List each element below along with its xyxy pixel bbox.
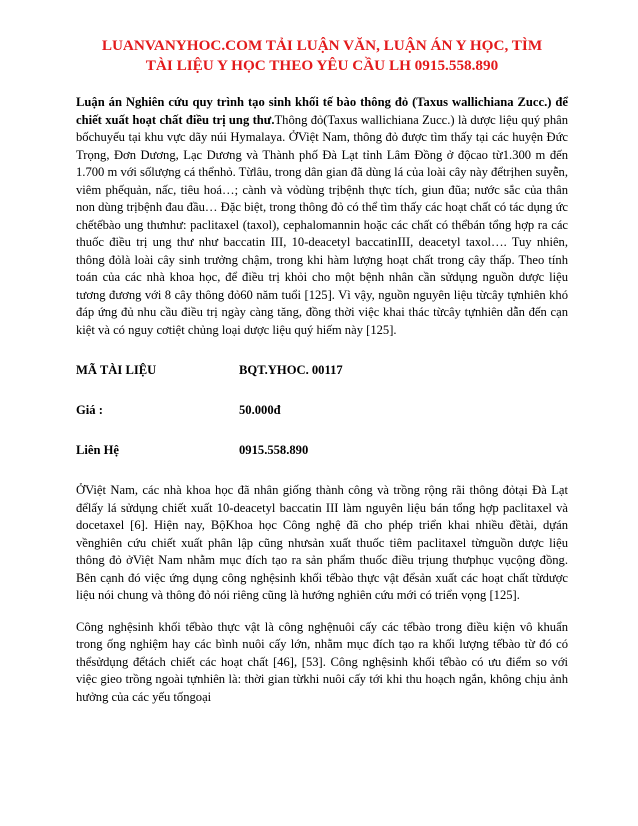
code-value: BQT.YHOC. 00117: [239, 363, 343, 377]
body-paragraph-2: ỞViệt Nam, các nhà khoa học đã nhân giống thành công và trồng rộng rãi thông đỏtại Đà Lạt đểlấy lá sửdụng chiết xuất 10-deacetyl baccatin III làm nguyên liệu bán tổng hợp paclitaxel và docetaxel [6]. Hiện nay, BộKhoa học Công nghệ đã cho phép triển khai nhiều đềtài, dựán vềnghiên cứu chiết xuất phân lập cũng nhưsản xuất thuốc tiêm paclitaxel từnguồn dược liệu thông đỏ ởViệt Nam nhằm mục đích tạo ra sản phẩm thuốc điều trịung thưphục vụcộng đồng. Bên cạnh đó việc ứng dụng công nghệsinh khối tếbào thực vật đểsản xuất các hoạt chất từdược liệu nói chung và thông đỏ nói riêng cũng là hướng nghiên cứu mới có triển vọng [125].: [76, 483, 568, 602]
thesis-title: Luận án Nghiên cứu quy trình tạo sinh khối tế bào thông đỏ (Taxus wallichiana Zucc.) để chiết xuất hoạt chất điều trị ung thư.: [76, 95, 568, 127]
banner-line-2: TÀI LIỆU Y HỌC THEO YÊU CẦU LH 0915.558.890: [145, 57, 499, 74]
meta-price-row: [76, 402, 568, 419]
price-value: 50.000đ: [239, 403, 281, 417]
contact-label: Liên Hệ: [76, 443, 120, 457]
header-banner: [76, 36, 568, 76]
contact-value: 0915.558.890: [239, 443, 309, 457]
intro-body: Thông đỏ(Taxus wallichiana Zucc.) là dược liệu quý phân bốchuyếu tại khu vực dãy núi Hymalaya. ỞViệt Nam, thông đỏ được tìm thấy tại các huyện Đức Trọng, Đơn Dương, Lạc Dương và Thành phố Đà Lạt tỉnh Lâm Đồng ở độcao từ1.300 m đến 1.700 m với sốlượng cá thểnhỏ. Từlâu, trong dân gian đã dùng lá của loài cây này đểtrịhen suyễn, viêm phếquản, nấc, tiêu hoá…; cành và vỏdùng trịbệnh thực tích, giun đũa; nước sắc của thân non dùng trịbệnh đau đầu… Đặc biệt, trong thông đỏ có thể tìm thấy các hoạt chất có tác dụng ức chếtếbào ung thưnhư: paclitaxel (taxol), cephalomannin hoặc các chất có thểbán tổng hợp ra các thuốc điều trị ung thư như baccatin III, 10-deacetyl baccatinIII, deacetyl taxol…. Tuy nhiên, thông đỏlà loài cây sinh trưởng chậm, trong khi hàm lượng hoạt chất trong cây thấp. Theo tính toán của các nhà khoa học, để điều trị khỏi cho một bệnh nhân cần sửdụng nguồn dược liệu tương đương với 8 cây thông đỏ60 năm tuổi [125]. Vì vậy, nguồn nguyên liệu từcây tựnhiên khó đáp ứng đủ nhu cầu điều trị ngày càng tăng, đồng thời việc khai thác từcây tựnhiên dẫn đến cạn kiệt và có nguy cơtiệt chủng loại dược liệu quý hiếm này [125].: [76, 112, 568, 337]
intro-paragraph: [76, 94, 568, 339]
price-label: Giá :: [76, 403, 103, 417]
meta-contact-row: [76, 442, 568, 459]
banner-line-1: LUANVANYHOC.COM TẢI LUẬN VĂN, LUẬN ÁN Y HỌC, TÌM: [101, 37, 543, 54]
meta-code-row: [76, 362, 568, 379]
code-label: MÃ TÀI LIỆU: [76, 363, 157, 377]
document-meta: [76, 362, 568, 459]
body-paragraph-3: Công nghệsinh khối tếbào thực vật là công nghệnuôi cấy các tếbào trong điều kiện vô khuẩn trong ống nghiệm hay các bình nuôi cấy lớn, nhằm mục đích tạo ra khối lượng tếbào từ đó có thểsửdụng đểtách chiết các hoạt chất [46], [53]. Công nghệsinh khối tếbào có ưu điểm so với việc gieo trồng ngoài tựnhiên là: thời gian từkhi nuôi cấy tới khi thu hoạch ngắn, không chịu ảnh hưởng của các yếu tốngoại: [76, 619, 568, 704]
